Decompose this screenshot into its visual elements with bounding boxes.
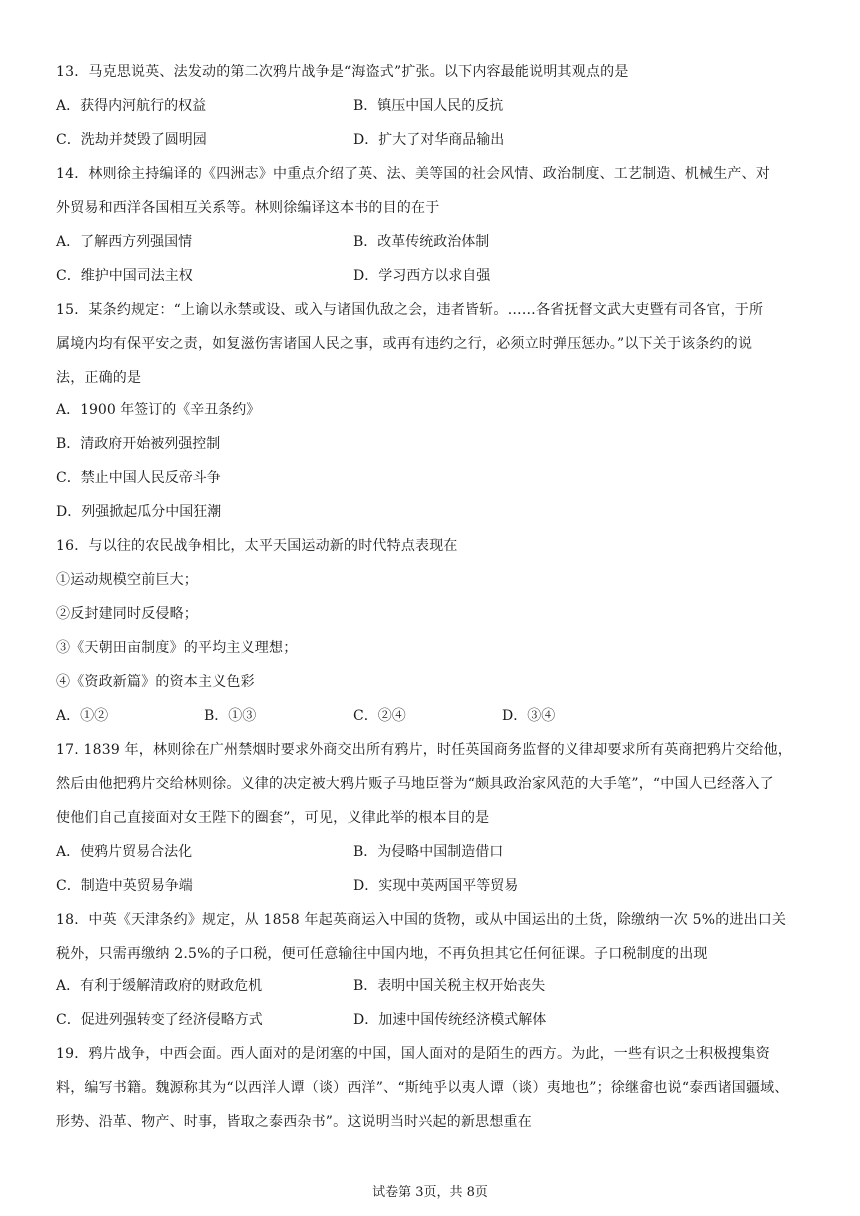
q17-option-d: D．实现中英两国平等贸易: [353, 878, 519, 894]
q18-option-a: A．有利于缓解清政府的财政危机: [56, 978, 263, 994]
q16-statement: ②反封建同时反侵略；: [56, 606, 198, 622]
question-17-text: 17. 1839 年，林则徐在广州禁烟时要求外商交出所有鸦片，时任英国商务监督的义律却要求所有英商把鸦片交给他，: [56, 742, 792, 758]
question-17-text: 然后由他把鸦片交给林则徐。义律的决定被大鸦片贩子马地臣誉为“颇具政治家风范的大手笔”，“中国人已经落入了: [56, 776, 774, 792]
q16-statement: ①运动规模空前巨大；: [56, 572, 198, 588]
question-19-text: 形势、沿革、物产、时事，皆取之泰西杂书”。这说明当时兴起的新思想重在: [56, 1114, 532, 1130]
question-19-text: 19．鸦片战争，中西会面。西人面对的是闭塞的中国，国人面对的是陌生的西方。为此，一些有识之士积极搜集资: [56, 1046, 771, 1062]
q16-statement: ④《资政新篇》的资本主义色彩: [56, 674, 255, 690]
q15-option-c: C．禁止中国人民反帝斗争: [56, 470, 221, 486]
q15-option-b: B．清政府开始被列强控制: [56, 436, 221, 452]
q17-option-c: C．制造中英贸易争端: [56, 878, 193, 894]
question-13-text: 13．马克思说英、法发动的第二次鸦片战争是“海盗式”扩张。以下内容最能说明其观点的是: [56, 64, 629, 80]
question-17-text: 使他们自己直接面对女王陛下的圈套”，可见，义律此举的根本目的是: [56, 810, 490, 826]
question-14-text: 14．林则徐主持编译的《四洲志》中重点介绍了英、法、美等国的社会风情、政治制度、工艺制造、机械生产、对: [56, 166, 771, 182]
question-15-text: 法，正确的是: [56, 370, 142, 386]
question-18-text: 18．中英《天津条约》规定，从 1858 年起英商运入中国的货物，或从中国运出的土货，除缴纳一次 5%的进出口关: [56, 912, 787, 928]
q14-option-d: D．学习西方以求自强: [353, 268, 491, 284]
q16-statement: ③《天朝田亩制度》的平均主义理想；: [56, 640, 298, 656]
question-15-text: 15．某条约规定：“上谕以永禁或设、或入与诸国仇敌之会，违者皆斩。……各省抚督文武大吏暨有司各官，于所: [56, 302, 764, 318]
q13-option-c: C．洗劫并焚毁了圆明园: [56, 132, 207, 148]
question-18-text: 税外，只需再缴纳 2.5%的子口税，便可任意输往中国内地，不再负担其它任何征课。子口税制度的出现: [56, 946, 708, 962]
q17-option-a: A．使鸦片贸易合法化: [56, 844, 193, 860]
page-footer: 试卷第 3页，共 8页: [372, 1185, 488, 1200]
question-15-text: 属境内均有保平安之责，如复滋伤害诸国人民之事，或再有违约之行，必须立时弹压惩办。”以下关于该条约的说: [56, 336, 753, 352]
q16-option-b: B．①③: [204, 708, 257, 724]
q16-option-d: D．③④: [502, 708, 556, 724]
q14-option-a: A．了解西方列强国情: [56, 234, 193, 250]
q16-option-c: C．②④: [353, 708, 406, 724]
q13-option-a: A．获得内河航行的权益: [56, 98, 207, 114]
q18-option-d: D．加速中国传统经济模式解体: [353, 1012, 547, 1028]
q13-option-d: D．扩大了对华商品输出: [353, 132, 505, 148]
q17-option-b: B．为侵略中国制造借口: [353, 844, 504, 860]
q18-option-c: C．促进列强转变了经济侵略方式: [56, 1012, 263, 1028]
q18-option-b: B．表明中国关税主权开始丧失: [353, 978, 546, 994]
q14-option-b: B．改革传统政治体制: [353, 234, 490, 250]
q15-option-d: D．列强掀起瓜分中国狂潮: [56, 504, 222, 520]
question-19-text: 料，编写书籍。魏源称其为“以西洋人谭（谈）西洋”、“斯纯乎以夷人谭（谈）夷地也”；徐继畲也说“泰西诸国疆域、: [56, 1080, 789, 1096]
q15-option-a: A．1900 年签订的《辛丑条约》: [56, 402, 261, 418]
q13-option-b: B．镇压中国人民的反抗: [353, 98, 504, 114]
question-16-text: 16．与以往的农民战争相比，太平天国运动新的时代特点表现在: [56, 538, 458, 554]
q14-option-c: C．维护中国司法主权: [56, 268, 193, 284]
q16-option-a: A．①②: [56, 708, 109, 724]
question-14-text: 外贸易和西洋各国相互关系等。林则徐编译这本书的目的在于: [56, 200, 440, 216]
